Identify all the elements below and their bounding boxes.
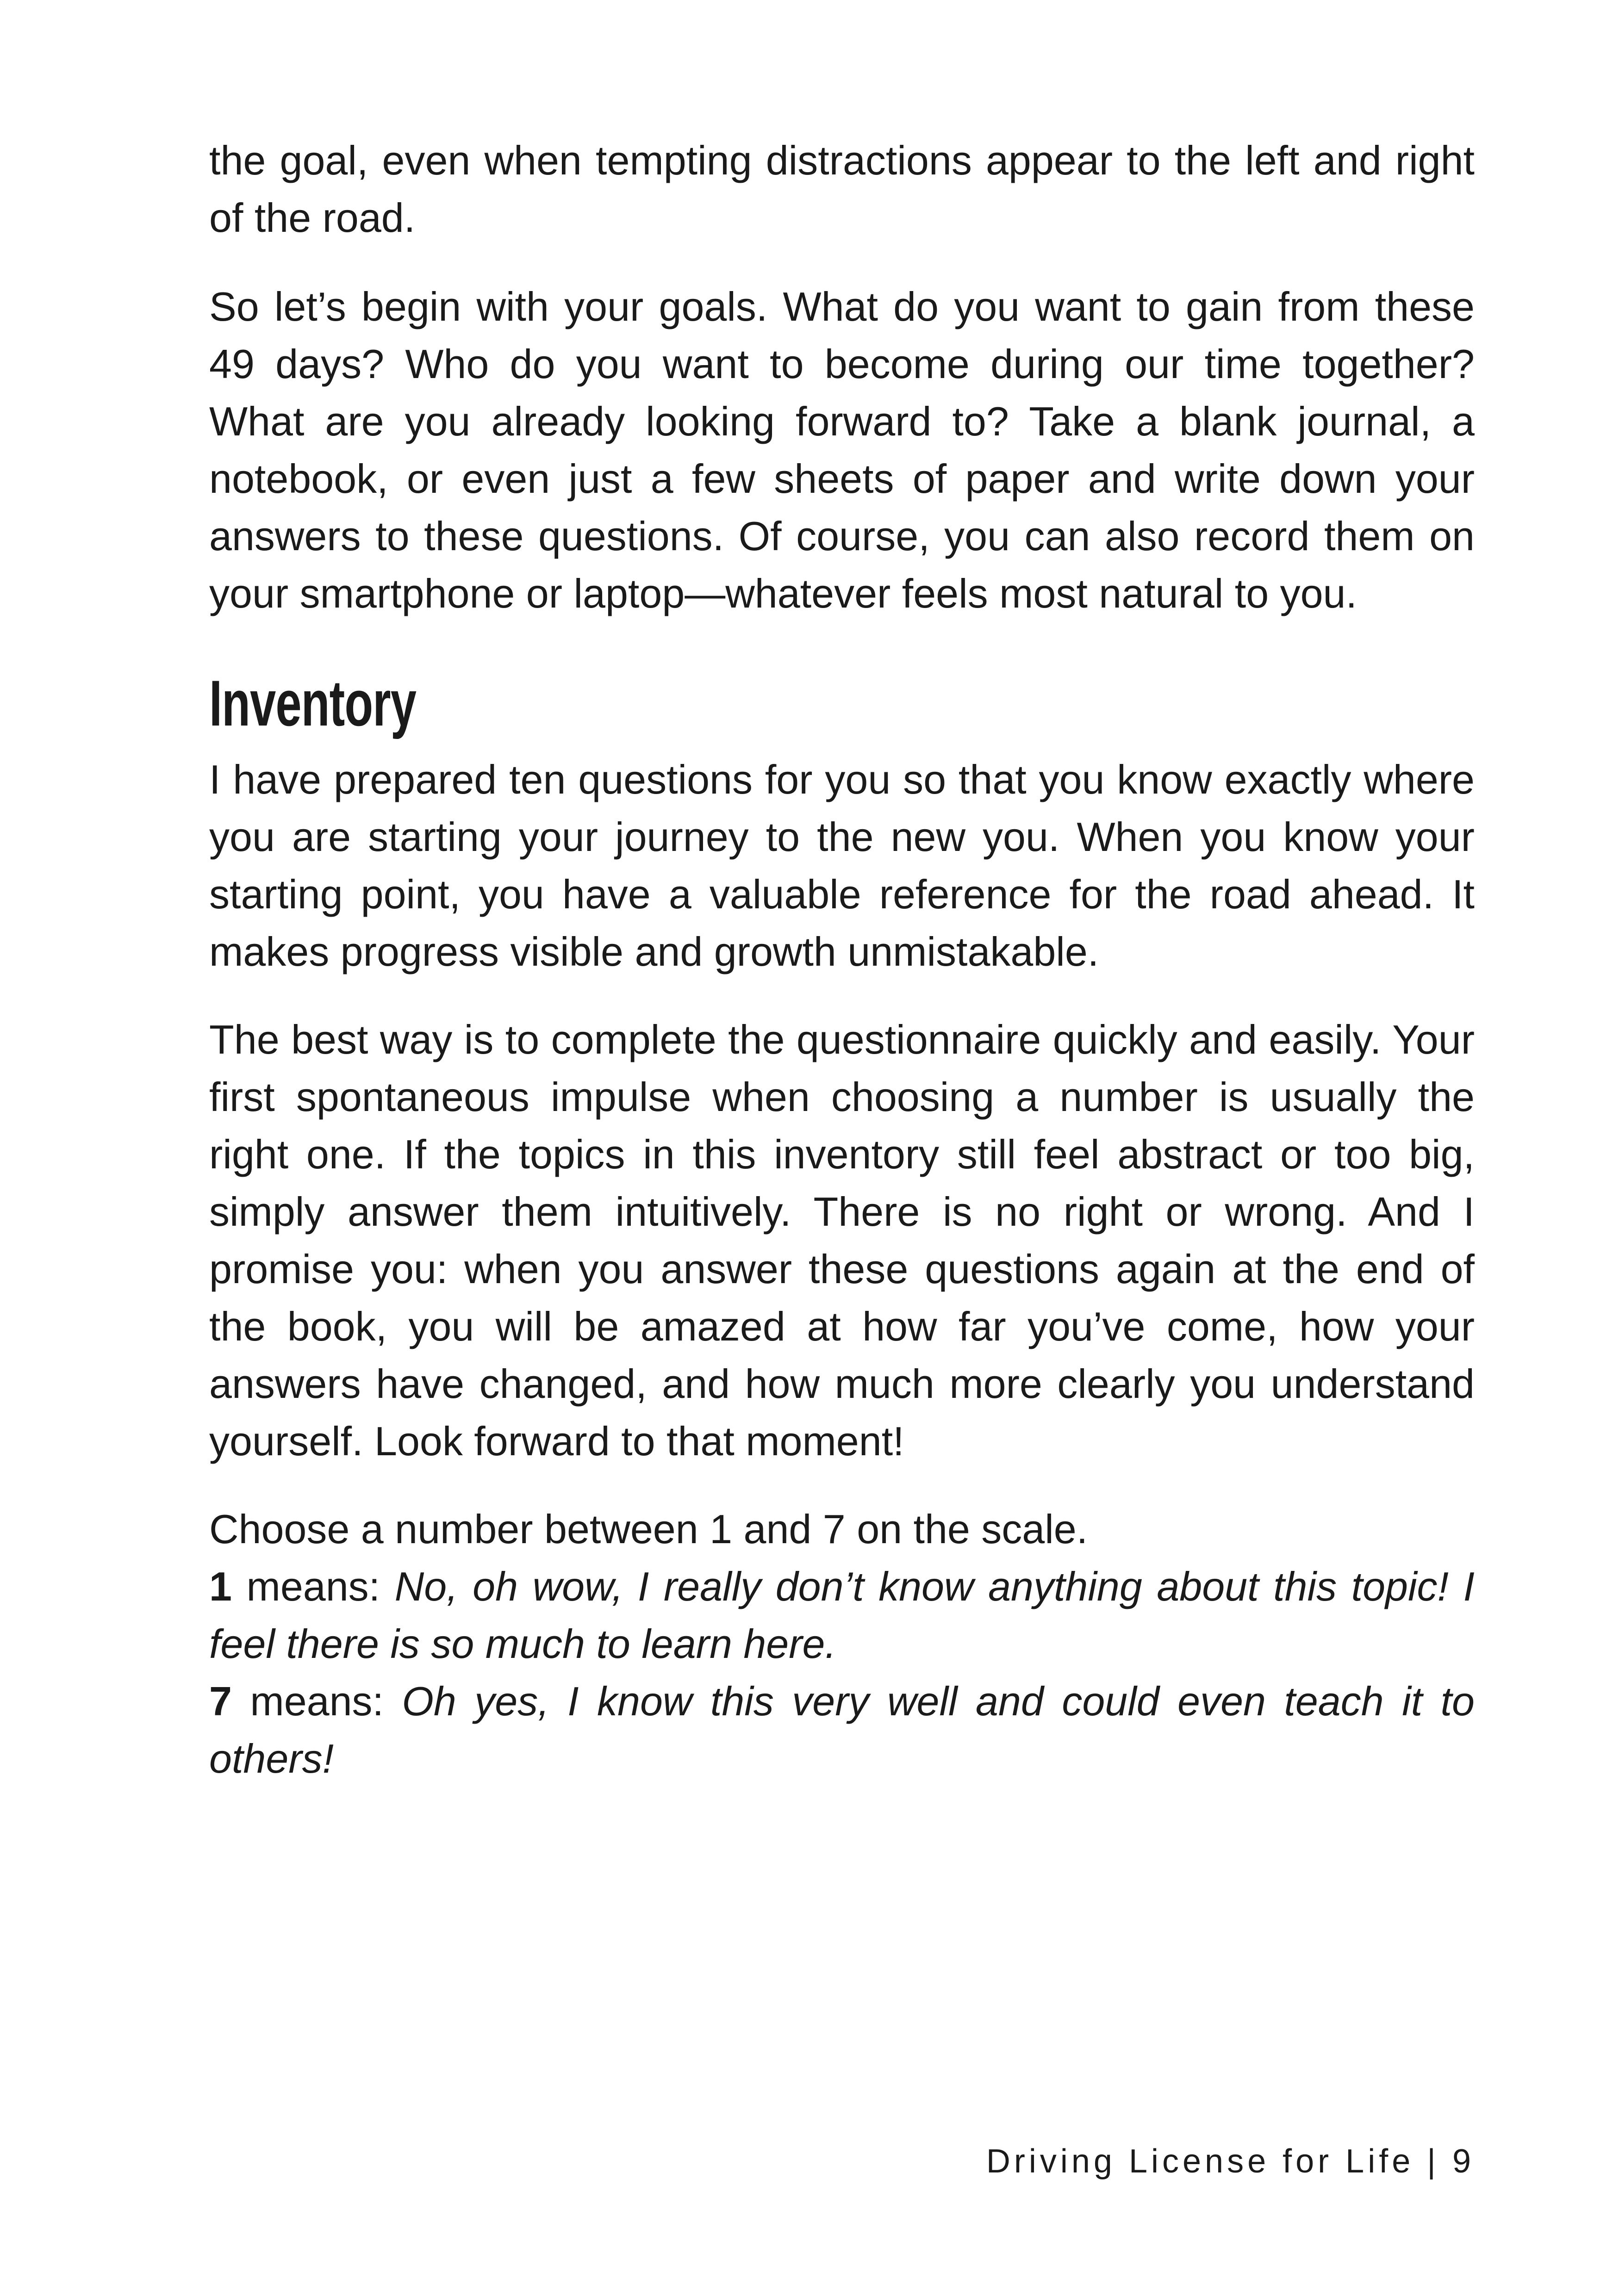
scale-high-definition (209, 1673, 1475, 1787)
scale-high-label: means: (231, 1678, 402, 1724)
scale-low-text: No, oh wow, I really don’t know anything about this topic! I feel there is so much to learn here. (209, 1564, 1475, 1667)
scale-low-definition (209, 1558, 1475, 1673)
scale-low-number: 1 (209, 1564, 232, 1609)
paragraph-questionnaire-advice: The best way is to complete the questionnaire quickly and easily. Your first spontaneous impulse when choosing a number is usually the right one. If the topics in this inventory still feel abstract or too big, simply answer them intuitively. There is no right or wrong. And I promise you: when you answer these questions again at the end of the book, you will be amazed at how far you’ve come, how your answers have changed, and how much more clearly you understand yourself. Look forward to that moment! (209, 1017, 1475, 1464)
scale-explanation (209, 1501, 1475, 1787)
scale-low-label: means: (231, 1564, 395, 1609)
scale-high-number: 7 (209, 1678, 232, 1724)
section-heading-inventory: Inventory (209, 667, 417, 739)
page-footer-running-title: Driving License for Life | 9 (986, 2143, 1475, 2180)
scale-high-text: Oh yes, I know this very well and could even teach it to others! (209, 1678, 1475, 1781)
paragraph-goal-continuation: the goal, even when tempting distractions appear to the left and right of the road. (209, 137, 1475, 241)
scale-intro: Choose a number between 1 and 7 on the scale. (209, 1506, 1088, 1552)
page-content (209, 132, 1475, 1787)
paragraph-inventory-intro: I have prepared ten questions for you so that you know exactly where you are starting your journey to the new you. When you know your starting point, you have a valuable reference for the road ahead. It makes progress visible and growth unmistakable. (209, 757, 1475, 974)
paragraph-goals-prompt: So let’s begin with your goals. What do you want to gain from these 49 days? Who do you want to become during our time together? What are you already looking forward to? Take a blank journal, a notebook, or even just a few sheets of paper and write down your answers to these questions. Of course, you can also record them on your smartphone or laptop—whatever feels most natural to you. (209, 284, 1475, 616)
